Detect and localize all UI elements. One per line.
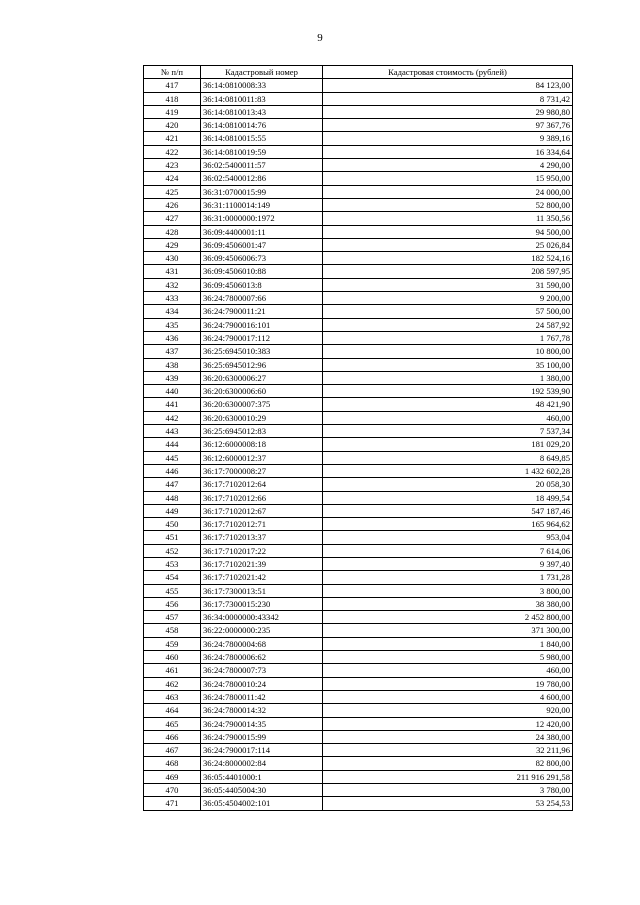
header-row-number: № п/п [144,66,201,79]
cadastral-number-cell: 36:24:7800004:68 [201,637,323,650]
cadastral-value-cell: 7 614,06 [323,544,573,557]
table-row [144,185,573,198]
cadastral-value-cell: 94 500,00 [323,225,573,238]
cadastral-number-cell: 36:34:0000000:43342 [201,611,323,624]
cadastral-value-cell: 10 800,00 [323,345,573,358]
row-number-cell: 453 [144,557,201,570]
row-number-cell: 454 [144,571,201,584]
cadastral-number-cell: 36:17:7102012:66 [201,491,323,504]
table-row [144,770,573,783]
table-row [144,730,573,743]
row-number-cell: 430 [144,252,201,265]
cadastral-number-cell: 36:14:0810013:43 [201,105,323,118]
table-row [144,145,573,158]
cadastral-number-cell: 36:14:0810008:33 [201,79,323,92]
cadastral-value-cell: 48 421,90 [323,398,573,411]
cadastral-value-cell: 12 420,00 [323,717,573,730]
row-number-cell: 433 [144,292,201,305]
row-number-cell: 419 [144,105,201,118]
table-row [144,425,573,438]
cadastral-value-cell: 211 916 291,58 [323,770,573,783]
cadastral-value-cell: 9 397,40 [323,557,573,570]
cadastral-value-cell: 24 380,00 [323,730,573,743]
row-number-cell: 449 [144,504,201,517]
table-row [144,318,573,331]
table-row [144,252,573,265]
row-number-cell: 424 [144,172,201,185]
table-row [144,172,573,185]
cadastral-value-cell: 24 587,92 [323,318,573,331]
table-row [144,438,573,451]
row-number-cell: 459 [144,637,201,650]
cadastral-value-cell: 208 597,95 [323,265,573,278]
cadastral-number-cell: 36:31:1100014:149 [201,198,323,211]
row-number-cell: 463 [144,690,201,703]
cadastral-number-cell: 36:09:4506006:73 [201,252,323,265]
table-row [144,198,573,211]
cadastral-value-cell: 57 500,00 [323,305,573,318]
row-number-cell: 464 [144,704,201,717]
table-row [144,331,573,344]
row-number-cell: 467 [144,744,201,757]
page-number: 9 [317,32,323,44]
table-row [144,358,573,371]
table-row [144,704,573,717]
cadastral-number-cell: 36:24:7800007:73 [201,664,323,677]
cadastral-value-cell: 2 452 800,00 [323,611,573,624]
cadastral-number-cell: 36:17:7300013:51 [201,584,323,597]
row-number-cell: 439 [144,371,201,384]
table-row [144,411,573,424]
cadastral-value-cell: 53 254,53 [323,797,573,810]
cadastral-value-cell: 1 767,78 [323,331,573,344]
cadastral-number-cell: 36:14:0810015:55 [201,132,323,145]
cadastral-number-cell: 36:24:8000002:84 [201,757,323,770]
row-number-cell: 470 [144,784,201,797]
cadastral-number-cell: 36:12:6000012:37 [201,451,323,464]
cadastral-value-cell: 18 499,54 [323,491,573,504]
row-number-cell: 455 [144,584,201,597]
table-row [144,159,573,172]
cadastral-value-cell: 3 800,00 [323,584,573,597]
table-row [144,518,573,531]
cadastral-value-cell: 20 058,30 [323,478,573,491]
cadastral-number-cell: 36:17:7102017:22 [201,544,323,557]
cadastral-value-cell: 1 840,00 [323,637,573,650]
row-number-cell: 437 [144,345,201,358]
row-number-cell: 431 [144,265,201,278]
cadastral-number-cell: 36:25:6945010:383 [201,345,323,358]
cadastral-value-cell: 31 590,00 [323,278,573,291]
cadastral-number-cell: 36:24:7900014:35 [201,717,323,730]
row-number-cell: 434 [144,305,201,318]
cadastral-value-cell: 4 290,00 [323,159,573,172]
table-row [144,797,573,810]
cadastral-number-cell: 36:31:0000000:1972 [201,212,323,225]
cadastral-value-cell: 24 000,00 [323,185,573,198]
cadastral-number-cell: 36:17:7102021:42 [201,571,323,584]
cadastral-value-cell: 165 964,62 [323,518,573,531]
row-number-cell: 445 [144,451,201,464]
cadastral-number-cell: 36:09:4506013:8 [201,278,323,291]
cadastral-number-cell: 36:02:5400011:57 [201,159,323,172]
cadastral-value-cell: 953,04 [323,531,573,544]
table-row [144,92,573,105]
table-row [144,238,573,251]
cadastral-number-cell: 36:24:7900011:21 [201,305,323,318]
cadastral-value-cell: 38 380,00 [323,597,573,610]
cadastral-value-cell: 5 980,00 [323,651,573,664]
table-row [144,371,573,384]
table-row [144,212,573,225]
cadastral-number-cell: 36:20:6300006:60 [201,385,323,398]
row-number-cell: 461 [144,664,201,677]
header-cadastral-number: Кадастровый номер [201,66,323,79]
cadastral-value-cell: 11 350,56 [323,212,573,225]
table-row [144,225,573,238]
cadastral-value-cell: 1 731,28 [323,571,573,584]
cadastral-value-cell: 35 100,00 [323,358,573,371]
cadastral-value-cell: 9 389,16 [323,132,573,145]
table-row [144,292,573,305]
cadastral-value-cell: 82 800,00 [323,757,573,770]
cadastral-number-cell: 36:17:7102012:64 [201,478,323,491]
table-row [144,79,573,92]
cadastral-value-cell: 9 200,00 [323,292,573,305]
cadastral-value-cell: 84 123,00 [323,79,573,92]
row-number-cell: 421 [144,132,201,145]
cadastral-number-cell: 36:24:7800011:42 [201,690,323,703]
table-row [144,690,573,703]
row-number-cell: 436 [144,331,201,344]
table-row [144,119,573,132]
row-number-cell: 456 [144,597,201,610]
table-row [144,571,573,584]
table-row [144,757,573,770]
cadastral-number-cell: 36:24:7800010:24 [201,677,323,690]
cadastral-value-cell: 19 780,00 [323,677,573,690]
table-row [144,651,573,664]
cadastral-value-cell: 25 026,84 [323,238,573,251]
cadastral-number-cell: 36:17:7300015:230 [201,597,323,610]
cadastral-value-cell: 15 950,00 [323,172,573,185]
table-row [144,784,573,797]
row-number-cell: 442 [144,411,201,424]
cadastral-number-cell: 36:24:7900017:114 [201,744,323,757]
row-number-cell: 447 [144,478,201,491]
table-row [144,504,573,517]
cadastral-value-cell: 29 980,80 [323,105,573,118]
row-number-cell: 432 [144,278,201,291]
table-row [144,717,573,730]
table-body [144,79,573,810]
row-number-cell: 471 [144,797,201,810]
table-row [144,531,573,544]
table-row [144,305,573,318]
cadastral-number-cell: 36:22:0000000:235 [201,624,323,637]
row-number-cell: 417 [144,79,201,92]
cadastral-value-cell: 97 367,76 [323,119,573,132]
row-number-cell: 440 [144,385,201,398]
cadastral-number-cell: 36:05:4504002:101 [201,797,323,810]
table-row [144,597,573,610]
row-number-cell: 422 [144,145,201,158]
table-row [144,464,573,477]
table-row [144,611,573,624]
table-row [144,624,573,637]
cadastral-value-cell: 192 539,90 [323,385,573,398]
row-number-cell: 457 [144,611,201,624]
table-row [144,664,573,677]
cadastral-value-cell: 3 780,00 [323,784,573,797]
row-number-cell: 418 [144,92,201,105]
cadastral-number-cell: 36:09:4506010:88 [201,265,323,278]
table-row [144,491,573,504]
row-number-cell: 458 [144,624,201,637]
row-number-cell: 423 [144,159,201,172]
cadastral-value-cell: 8 731,42 [323,92,573,105]
row-number-cell: 462 [144,677,201,690]
row-number-cell: 444 [144,438,201,451]
cadastral-number-cell: 36:12:6000008:18 [201,438,323,451]
table-row [144,557,573,570]
table-row [144,637,573,650]
row-number-cell: 428 [144,225,201,238]
row-number-cell: 425 [144,185,201,198]
row-number-cell: 451 [144,531,201,544]
row-number-cell: 465 [144,717,201,730]
cadastral-number-cell: 36:17:7102013:37 [201,531,323,544]
table-row [144,385,573,398]
cadastral-number-cell: 36:09:4400001:11 [201,225,323,238]
cadastral-value-cell: 8 649,85 [323,451,573,464]
row-number-cell: 460 [144,651,201,664]
cadastral-value-cell: 460,00 [323,411,573,424]
table-row [144,398,573,411]
row-number-cell: 426 [144,198,201,211]
cadastral-value-table [143,65,573,811]
cadastral-number-cell: 36:17:7102012:71 [201,518,323,531]
row-number-cell: 429 [144,238,201,251]
cadastral-number-cell: 36:31:0700015:99 [201,185,323,198]
table-row [144,677,573,690]
cadastral-value-cell: 182 524,16 [323,252,573,265]
table-header-row [144,66,573,79]
row-number-cell: 438 [144,358,201,371]
table-row [144,345,573,358]
row-number-cell: 448 [144,491,201,504]
cadastral-number-cell: 36:09:4506001:47 [201,238,323,251]
cadastral-value-cell: 371 300,00 [323,624,573,637]
cadastral-number-cell: 36:24:7800007:66 [201,292,323,305]
cadastral-number-cell: 36:17:7102021:39 [201,557,323,570]
cadastral-number-cell: 36:24:7900017:112 [201,331,323,344]
table-row [144,278,573,291]
cadastral-number-cell: 36:05:4405004:30 [201,784,323,797]
cadastral-value-cell: 460,00 [323,664,573,677]
cadastral-number-cell: 36:05:4401000:1 [201,770,323,783]
row-number-cell: 469 [144,770,201,783]
cadastral-number-cell: 36:20:6300010:29 [201,411,323,424]
row-number-cell: 435 [144,318,201,331]
table-row [144,478,573,491]
row-number-cell: 443 [144,425,201,438]
cadastral-value-cell: 16 334,64 [323,145,573,158]
cadastral-value-cell: 920,00 [323,704,573,717]
row-number-cell: 468 [144,757,201,770]
table-row [144,451,573,464]
header-cadastral-value: Кадастровая стоимость (рублей) [323,66,573,79]
cadastral-number-cell: 36:14:0810014:76 [201,119,323,132]
cadastral-number-cell: 36:14:0810011:83 [201,92,323,105]
cadastral-number-cell: 36:24:7900015:99 [201,730,323,743]
cadastral-number-cell: 36:20:6300006:27 [201,371,323,384]
table-row [144,132,573,145]
row-number-cell: 452 [144,544,201,557]
cadastral-number-cell: 36:20:6300007:375 [201,398,323,411]
cadastral-value-cell: 1 380,00 [323,371,573,384]
cadastral-value-cell: 32 211,96 [323,744,573,757]
table-row [144,744,573,757]
row-number-cell: 450 [144,518,201,531]
table-row [144,584,573,597]
cadastral-value-cell: 52 800,00 [323,198,573,211]
row-number-cell: 441 [144,398,201,411]
cadastral-value-cell: 547 187,46 [323,504,573,517]
cadastral-number-cell: 36:17:7000008:27 [201,464,323,477]
cadastral-number-cell: 36:25:6945012:96 [201,358,323,371]
cadastral-number-cell: 36:24:7800014:32 [201,704,323,717]
cadastral-number-cell: 36:24:7800006:62 [201,651,323,664]
cadastral-number-cell: 36:25:6945012:83 [201,425,323,438]
row-number-cell: 420 [144,119,201,132]
row-number-cell: 466 [144,730,201,743]
cadastral-value-cell: 7 537,34 [323,425,573,438]
row-number-cell: 446 [144,464,201,477]
cadastral-number-cell: 36:02:5400012:86 [201,172,323,185]
row-number-cell: 427 [144,212,201,225]
cadastral-value-cell: 181 029,20 [323,438,573,451]
cadastral-value-cell: 4 600,00 [323,690,573,703]
cadastral-value-cell: 1 432 602,28 [323,464,573,477]
cadastral-number-cell: 36:24:7900016:101 [201,318,323,331]
cadastral-number-cell: 36:14:0810019:59 [201,145,323,158]
table-row [144,544,573,557]
table-row [144,105,573,118]
cadastral-number-cell: 36:17:7102012:67 [201,504,323,517]
table-row [144,265,573,278]
